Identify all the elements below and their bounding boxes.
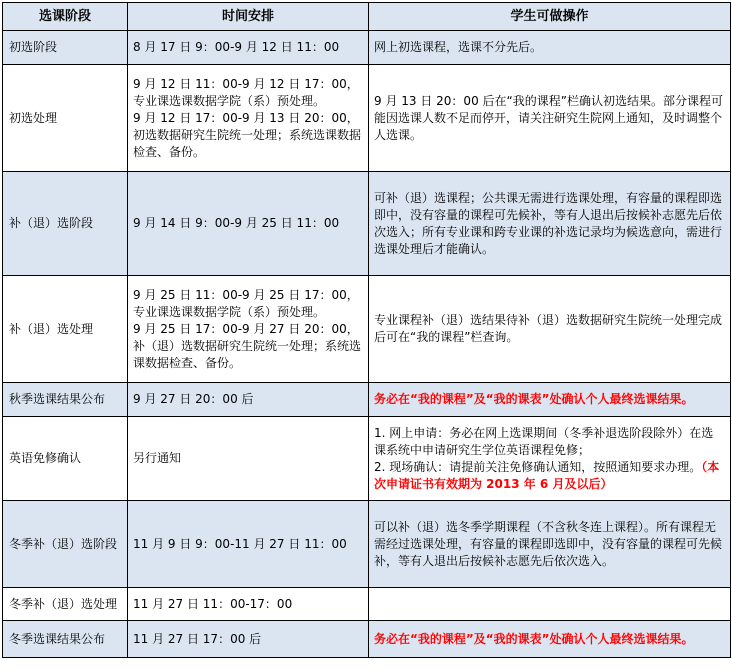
header-time: 时间安排 bbox=[128, 3, 369, 31]
time-cell: 11 月 9 日 9：00-11 月 27 日 11：00 bbox=[128, 501, 369, 588]
action-cell: 可以补（退）选冬季学期课程（不含秋冬连上课程）。所有课程无需经过选课处理，有容量的课程即选即中，没有容量的课程可先候补，等有人退出后按候补志愿先后依次选入。 bbox=[369, 501, 731, 588]
table-row bbox=[3, 588, 731, 621]
action-cell: 务必在“我的课程”及“我的课表”处确认个人最终选课结果。 bbox=[369, 383, 731, 417]
stage-cell: 英语免修确认 bbox=[3, 417, 128, 501]
time-cell: 11 月 27 日 17：00 后 bbox=[128, 621, 369, 658]
action-cell: 9 月 13 日 20：00 后在“我的课程”栏确认初选结果。部分课程可能因选课人数不足而停开，请关注研究生院网上通知，及时调整个人选课。 bbox=[369, 65, 731, 172]
stage-cell: 初选处理 bbox=[3, 65, 128, 172]
table-row bbox=[3, 276, 731, 383]
list-item: 1. 网上申请：务必在网上选课期间（冬季补退选阶段除外）在选课系统中申请研究生学位英语课程免修； bbox=[374, 425, 714, 457]
time-cell: 8 月 17 日 9：00-9 月 12 日 11：00 bbox=[128, 31, 369, 65]
table-row bbox=[3, 417, 731, 501]
action-cell bbox=[369, 417, 731, 501]
stage-cell: 补（退）选阶段 bbox=[3, 172, 128, 276]
stage-cell: 冬季补（退）选阶段 bbox=[3, 501, 128, 588]
table-row bbox=[3, 65, 731, 172]
time-cell: 9 月 25 日 11：00-9 月 25 日 17：00，专业课选课数据学院（系）预处理。 9 月 25 日 17：00-9 月 27 日 20：00，补（退）选数据研究生院统一处理；系统选课数据检查、备份。 bbox=[128, 276, 369, 383]
time-cell: 9 月 14 日 9：00-9 月 25 日 11：00 bbox=[128, 172, 369, 276]
table-header-row bbox=[3, 3, 731, 31]
action-cell: 可补（退）选课程；公共课无需进行选课处理，有容量的课程即选即中，没有容量的课程可先候补，等有人退出后按候补志愿先后依次选入；所有专业课和跨专业课的补选记录均为候选意向，需进行选课处理后才能确认。 bbox=[369, 172, 731, 276]
action-cell bbox=[369, 588, 731, 621]
table-row bbox=[3, 621, 731, 658]
table-row bbox=[3, 501, 731, 588]
table-row bbox=[3, 383, 731, 417]
action-cell: 专业课程补（退）选结果待补（退）选数据研究生院统一处理完成后可在“我的课程”栏查询。 bbox=[369, 276, 731, 383]
list-item: 2. 现场确认：请提前关注免修确认通知，按照通知要求办理。（本次申请证书有效期为 2013 年 6 月及以后） bbox=[374, 459, 720, 491]
stage-cell: 补（退）选处理 bbox=[3, 276, 128, 383]
header-stage: 选课阶段 bbox=[3, 3, 128, 31]
stage-cell: 冬季选课结果公布 bbox=[3, 621, 128, 658]
table-row bbox=[3, 172, 731, 276]
time-cell: 9 月 12 日 11：00-9 月 12 日 17：00，专业课选课数据学院（系）预处理。 9 月 12 日 17：00-9 月 13 日 20：00，初选数据研究生院统一处理；系统选课数据检查、备份。 bbox=[128, 65, 369, 172]
stage-cell: 冬季补（退）选处理 bbox=[3, 588, 128, 621]
time-cell: 9 月 27 日 20：00 后 bbox=[128, 383, 369, 417]
action-cell: 务必在“我的课程”及“我的课表”处确认个人最终选课结果。 bbox=[369, 621, 731, 658]
time-cell: 11 月 27 日 11：00-17：00 bbox=[128, 588, 369, 621]
course-selection-schedule-table bbox=[2, 2, 731, 658]
stage-cell: 秋季选课结果公布 bbox=[3, 383, 128, 417]
time-cell: 另行通知 bbox=[128, 417, 369, 501]
header-action: 学生可做操作 bbox=[369, 3, 731, 31]
stage-cell: 初选阶段 bbox=[3, 31, 128, 65]
action-cell: 网上初选课程，选课不分先后。 bbox=[369, 31, 731, 65]
table-row bbox=[3, 31, 731, 65]
